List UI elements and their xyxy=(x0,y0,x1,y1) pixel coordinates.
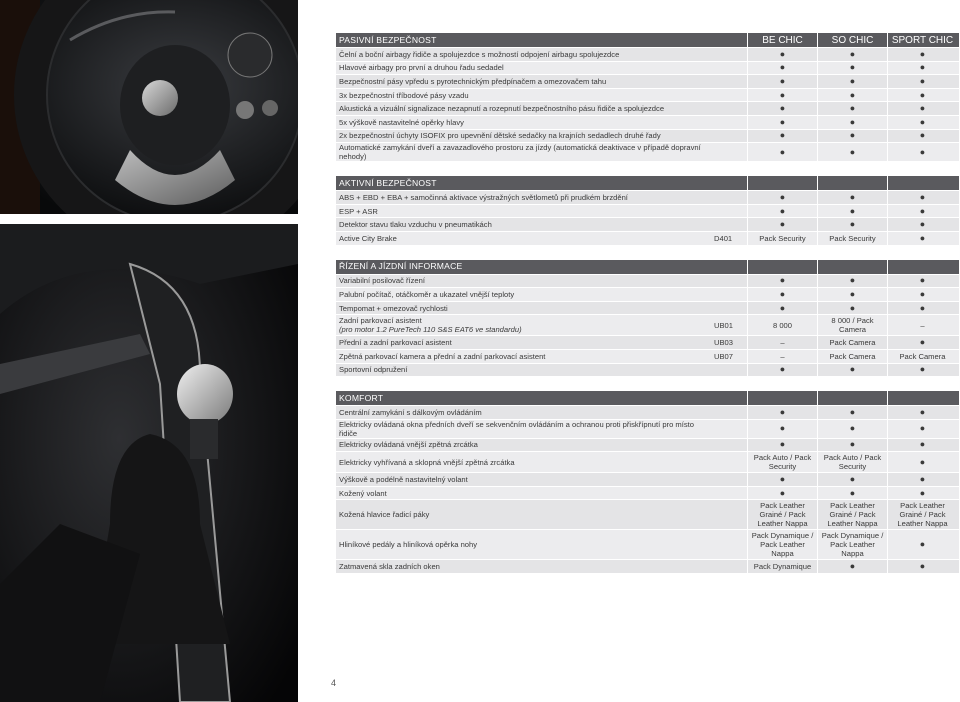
value-cell: Pack Camera xyxy=(817,336,887,349)
table-row xyxy=(336,89,959,103)
column-header-blank xyxy=(747,176,817,190)
standard-dot: ● xyxy=(747,302,817,315)
table-row xyxy=(336,48,959,62)
row-label: Kožená hlavice řadicí páky xyxy=(339,510,430,520)
row-label: Přední a zadní parkovací asistent xyxy=(339,338,452,348)
standard-dot: ● xyxy=(747,143,817,161)
value-cell: Pack Security xyxy=(817,232,887,245)
section-2 xyxy=(336,260,959,378)
standard-dot: ● xyxy=(747,116,817,129)
value-cell: Pack Leather Grainé / Pack Leather Nappa xyxy=(817,500,887,529)
column-header-blank xyxy=(887,391,957,405)
value-cell: Pack Camera xyxy=(887,350,957,363)
standard-dot: ● xyxy=(747,420,817,438)
standard-dot: ● xyxy=(887,275,957,288)
value-cell: Pack Dynamique / Pack Leather Nappa xyxy=(747,530,817,559)
standard-dot: ● xyxy=(887,288,957,301)
section-header xyxy=(336,33,959,48)
table-row xyxy=(336,275,959,289)
row-label: Bezpečnostní pásy vpředu s pyrotechnickým předpínačem a omezovačem tahu xyxy=(339,76,607,86)
row-label-cell xyxy=(336,338,714,347)
section-header xyxy=(336,391,959,406)
row-label-cell xyxy=(336,365,714,374)
row-label: Zadní parkovací asistent xyxy=(339,316,422,326)
standard-dot: ● xyxy=(817,364,887,377)
standard-dot: ● xyxy=(887,205,957,218)
standard-dot: ● xyxy=(747,406,817,419)
row-label: Centrální zamykání s dálkovým ovládáním xyxy=(339,407,482,417)
table-row xyxy=(336,406,959,420)
option-code: UB03 xyxy=(714,338,733,348)
standard-dot: ● xyxy=(817,218,887,231)
table-row xyxy=(336,75,959,89)
row-label-cell xyxy=(336,316,714,334)
row-label-cell xyxy=(336,510,714,519)
row-label: 5x výškově nastavitelné opěrky hlavy xyxy=(339,117,464,127)
row-label-cell xyxy=(336,304,714,313)
section-header xyxy=(336,176,959,191)
table-row xyxy=(336,364,959,378)
standard-dot: ● xyxy=(817,439,887,452)
row-label: Elektricky ovládaná vnější zpětná zrcátka xyxy=(339,440,478,450)
standard-dot: ● xyxy=(887,116,957,129)
standard-dot: ● xyxy=(747,364,817,377)
row-label: Palubní počítač, otáčkoměr a ukazatel vnější teploty xyxy=(339,289,515,299)
standard-dot: ● xyxy=(817,48,887,61)
standard-dot: ● xyxy=(817,420,887,438)
standard-dot: ● xyxy=(817,487,887,500)
table-row xyxy=(336,130,959,144)
standard-dot: ● xyxy=(817,288,887,301)
table-row xyxy=(336,62,959,76)
standard-dot: ● xyxy=(887,560,957,573)
row-label-cell xyxy=(336,440,714,449)
row-label-cell xyxy=(336,104,714,113)
row-label: ABS + EBD + EBA + samočinná aktivace výstražných světlometů při prudkém brzdění xyxy=(339,192,628,202)
table-row xyxy=(336,420,959,439)
column-header-blank xyxy=(887,176,957,190)
row-label: Detektor stavu tlaku vzduchu v pneumatikách xyxy=(339,220,492,230)
row-label: Active City Brake xyxy=(339,233,397,243)
row-label-cell xyxy=(336,91,714,100)
table-row xyxy=(336,116,959,130)
row-label: Variabilní posilovač řízení xyxy=(339,276,425,286)
standard-dot: ● xyxy=(817,130,887,143)
standard-dot: ● xyxy=(747,48,817,61)
row-label: Kožený volant xyxy=(339,488,387,498)
row-label-cell xyxy=(336,207,714,216)
row-label-cell xyxy=(336,193,714,202)
option-code: D401 xyxy=(714,233,733,243)
standard-dot: ● xyxy=(747,275,817,288)
standard-dot: ● xyxy=(747,102,817,115)
column-header-blank xyxy=(817,260,887,274)
column-header-blank xyxy=(817,391,887,405)
row-label-cell xyxy=(336,143,714,161)
value-cell: 8 000 / Pack Camera xyxy=(817,315,887,335)
column-header-blank xyxy=(747,260,817,274)
table-row xyxy=(336,350,959,364)
row-label: Sportovní odpružení xyxy=(339,365,408,375)
row-label: Akustická a vizuální signalizace nezapnutí a rozepnutí bezpečnostního pásu řidiče a spolujezdce xyxy=(339,104,665,114)
value-cell: Pack Security xyxy=(747,232,817,245)
table-row xyxy=(336,315,959,336)
section-title: PASIVNÍ BEZPEČNOST xyxy=(339,34,437,45)
standard-dot: ● xyxy=(887,218,957,231)
value-cell: 8 000 xyxy=(747,315,817,335)
row-label-cell xyxy=(336,489,714,498)
standard-dot: ● xyxy=(747,487,817,500)
value-cell: Pack Leather Grainé / Pack Leather Nappa xyxy=(747,500,817,529)
column-header-blank xyxy=(887,260,957,274)
standard-dot: ● xyxy=(747,130,817,143)
standard-dot: ● xyxy=(747,439,817,452)
table-row xyxy=(336,102,959,116)
standard-dot: ● xyxy=(887,191,957,204)
standard-dot: ● xyxy=(747,205,817,218)
row-label: Elektricky vyhřívaná a sklopná vnější zpětná zrcátka xyxy=(339,457,515,467)
column-header-blank xyxy=(817,176,887,190)
standard-dot: ● xyxy=(887,232,957,245)
row-label-cell xyxy=(336,118,714,127)
option-code: UB01 xyxy=(714,320,733,330)
row-label-cell xyxy=(336,50,714,59)
table-row xyxy=(336,288,959,302)
table-row xyxy=(336,143,959,162)
row-label: 3x bezpečnostní tříbodové pásy vzadu xyxy=(339,90,469,100)
column-header: SO CHIC xyxy=(817,33,887,47)
standard-dot: ● xyxy=(887,143,957,161)
row-label: Automatické zamykání dveří a zavazadlového prostoru za jízdy (automatická deaktivace v případě dopravní nehody) xyxy=(339,143,701,162)
table-row xyxy=(336,302,959,316)
section-header xyxy=(336,260,959,275)
table-row xyxy=(336,232,959,246)
row-label: Elektricky ovládaná okna předních dveří se sekvenčním ovládáním a ochranou proti přiskřípnutí pro místo řidiče xyxy=(339,419,694,438)
row-label-cell xyxy=(336,276,714,285)
standard-dot: ● xyxy=(817,302,887,315)
standard-dot: ● xyxy=(817,205,887,218)
standard-dot: ● xyxy=(887,406,957,419)
row-label-cell xyxy=(336,562,714,571)
option-code: UB07 xyxy=(714,351,733,361)
column-header: BE CHIC xyxy=(747,33,817,47)
row-label-cell xyxy=(336,458,714,467)
section-3 xyxy=(336,391,959,574)
standard-dot: ● xyxy=(887,473,957,486)
standard-dot: ● xyxy=(887,420,957,438)
section-title: ŘÍZENÍ A JÍZDNÍ INFORMACE xyxy=(339,261,463,272)
section-title: AKTIVNÍ BEZPEČNOST xyxy=(339,177,437,188)
standard-dot: ● xyxy=(887,487,957,500)
standard-dot: ● xyxy=(747,218,817,231)
equipment-tables xyxy=(336,33,959,588)
row-label-cell xyxy=(336,408,714,417)
value-cell: Pack Dynamique xyxy=(747,560,817,573)
row-label: 2x bezpečnostní úchyty ISOFIX pro upevnění dětské sedačky na krajních sedadlech druhé řady xyxy=(339,131,661,141)
value-cell: Pack Leather Grainé / Pack Leather Nappa xyxy=(887,500,957,529)
standard-dot: ● xyxy=(887,48,957,61)
standard-dot: ● xyxy=(887,530,957,559)
standard-dot: ● xyxy=(817,62,887,75)
page-number: 4 xyxy=(331,678,337,688)
section-title: KOMFORT xyxy=(339,392,384,403)
row-label-cell xyxy=(336,540,714,549)
table-row xyxy=(336,336,959,350)
row-label-cell xyxy=(336,352,714,361)
value-cell: Pack Auto / Pack Security xyxy=(747,452,817,472)
table-row xyxy=(336,530,959,560)
standard-dot: ● xyxy=(817,102,887,115)
column-header-blank xyxy=(747,391,817,405)
standard-dot: ● xyxy=(817,143,887,161)
table-row xyxy=(336,452,959,473)
standard-dot: ● xyxy=(747,62,817,75)
row-label: Tempomat + omezovač rychlosti xyxy=(339,303,448,313)
standard-dot: ● xyxy=(817,89,887,102)
standard-dot: ● xyxy=(817,116,887,129)
standard-dot: ● xyxy=(817,473,887,486)
row-label-cell xyxy=(336,131,714,140)
table-row xyxy=(336,205,959,219)
row-label: Hliníkové pedály a hliníková opěrka nohy xyxy=(339,540,478,550)
value-cell: Pack Dynamique / Pack Leather Nappa xyxy=(817,530,887,559)
row-label: Výškově a podélně nastavitelný volant xyxy=(339,475,468,485)
table-row xyxy=(336,218,959,232)
row-label: Hlavové airbagy pro první a druhou řadu sedadel xyxy=(339,63,504,73)
column-header: SPORT CHIC xyxy=(887,33,957,47)
row-label: Zatmavená skla zadních oken xyxy=(339,562,440,572)
value-cell: – xyxy=(887,315,957,335)
section-1 xyxy=(336,176,959,245)
standard-dot: ● xyxy=(887,302,957,315)
row-label-cell xyxy=(336,420,714,438)
standard-dot: ● xyxy=(817,560,887,573)
row-label: ESP + ASR xyxy=(339,206,378,216)
standard-dot: ● xyxy=(747,75,817,88)
table-row xyxy=(336,500,959,530)
standard-dot: ● xyxy=(747,89,817,102)
row-label: Čelní a boční airbagy řidiče a spolujezdce s možností odpojení airbagu spolujezdce xyxy=(339,49,620,59)
standard-dot: ● xyxy=(817,275,887,288)
standard-dot: ● xyxy=(817,75,887,88)
standard-dot: ● xyxy=(887,75,957,88)
steering-wheel-photo xyxy=(0,0,298,214)
row-label-cell xyxy=(336,220,714,229)
row-label-cell xyxy=(336,475,714,484)
standard-dot: ● xyxy=(887,452,957,472)
row-label-cell xyxy=(336,290,714,299)
row-sublabel: (pro motor 1.2 PureTech 110 S&S EAT6 ve standardu) xyxy=(339,325,522,335)
table-row xyxy=(336,560,959,574)
standard-dot: ● xyxy=(887,439,957,452)
gear-shift-photo xyxy=(0,224,298,702)
section-0 xyxy=(336,33,959,162)
standard-dot: ● xyxy=(817,191,887,204)
value-cell: – xyxy=(747,350,817,363)
standard-dot: ● xyxy=(887,336,957,349)
standard-dot: ● xyxy=(887,89,957,102)
table-row xyxy=(336,473,959,487)
table-row xyxy=(336,191,959,205)
table-row xyxy=(336,487,959,501)
standard-dot: ● xyxy=(887,102,957,115)
value-cell: – xyxy=(747,336,817,349)
standard-dot: ● xyxy=(747,191,817,204)
row-label-cell xyxy=(336,63,714,72)
value-cell: Pack Auto / Pack Security xyxy=(817,452,887,472)
row-label: Zpětná parkovací kamera a přední a zadní parkovací asistent xyxy=(339,351,546,361)
standard-dot: ● xyxy=(817,406,887,419)
standard-dot: ● xyxy=(887,130,957,143)
value-cell: Pack Camera xyxy=(817,350,887,363)
row-label-cell xyxy=(336,77,714,86)
standard-dot: ● xyxy=(747,288,817,301)
standard-dot: ● xyxy=(747,473,817,486)
row-label-cell xyxy=(336,234,714,243)
standard-dot: ● xyxy=(887,364,957,377)
standard-dot: ● xyxy=(887,62,957,75)
table-row xyxy=(336,439,959,453)
